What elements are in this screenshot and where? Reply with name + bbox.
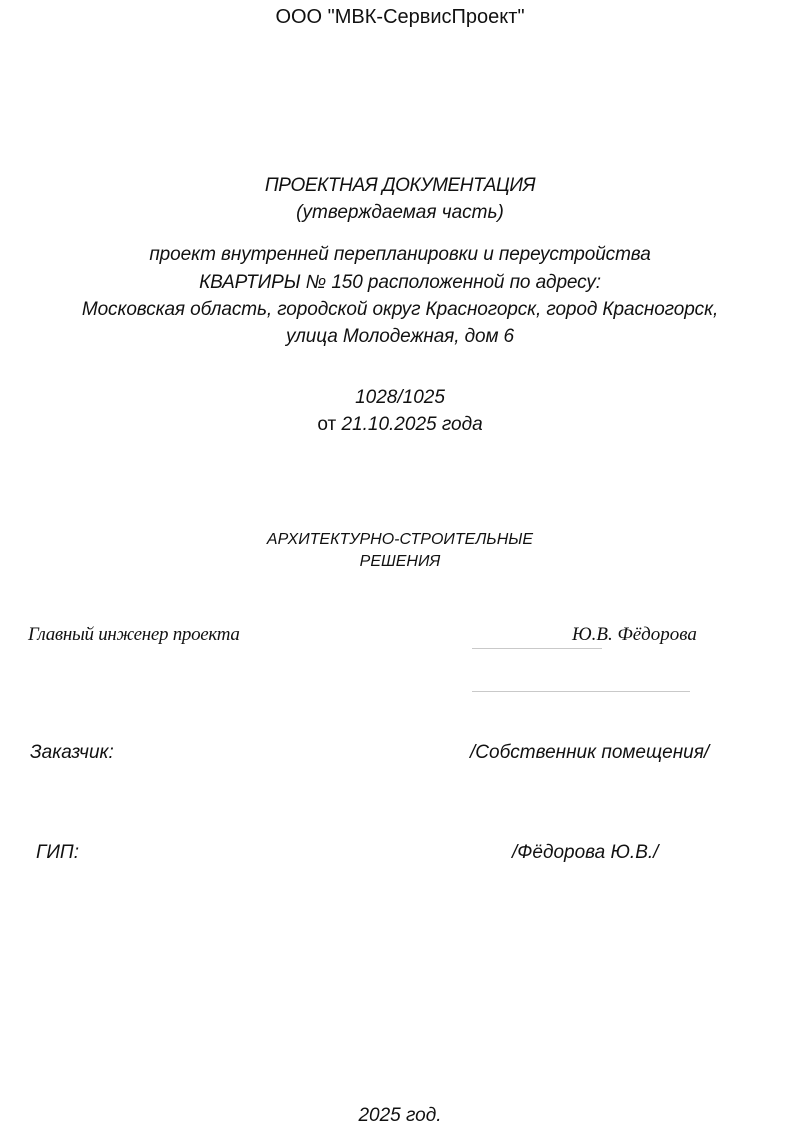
chief-engineer-label: Главный инженер проекта	[28, 624, 240, 645]
section-name-line: АРХИТЕКТУРНО-СТРОИТЕЛЬНЫЕ	[266, 531, 534, 548]
chief-engineer-name: Ю.В. Фёдорова	[572, 624, 697, 645]
project-description-line: улица Молодежная, дом 6	[285, 326, 515, 347]
document-title: ПРОЕКТНАЯ ДОКУМЕНТАЦИЯ	[264, 175, 536, 196]
customer-value: /Собственник помещения/	[470, 742, 710, 763]
signature-line	[472, 691, 690, 692]
date-value: 21.10.2025 года	[341, 414, 483, 435]
gip-label: ГИП:	[36, 842, 79, 863]
date-prefix: от	[317, 414, 337, 435]
footer-year: 2025 год.	[358, 1105, 442, 1126]
organization-name: ООО "МВК-СервисПроект"	[275, 6, 525, 28]
signature-line	[472, 648, 602, 649]
document-number: 1028/1025	[355, 387, 445, 408]
section-name-line: РЕШЕНИЯ	[359, 553, 441, 570]
project-description-line: проект внутренней перепланировки и переустройства	[149, 244, 651, 265]
project-description-line: Московская область, городской округ Красногорск, город Красногорск,	[81, 299, 719, 320]
project-description-line: КВАРТИРЫ № 150 расположенной по адресу:	[199, 272, 601, 293]
gip-value: /Фёдорова Ю.В./	[512, 842, 659, 863]
customer-label: Заказчик:	[30, 742, 114, 763]
document-date	[0, 414, 800, 436]
document-subtitle: (утверждаемая часть)	[296, 202, 504, 223]
